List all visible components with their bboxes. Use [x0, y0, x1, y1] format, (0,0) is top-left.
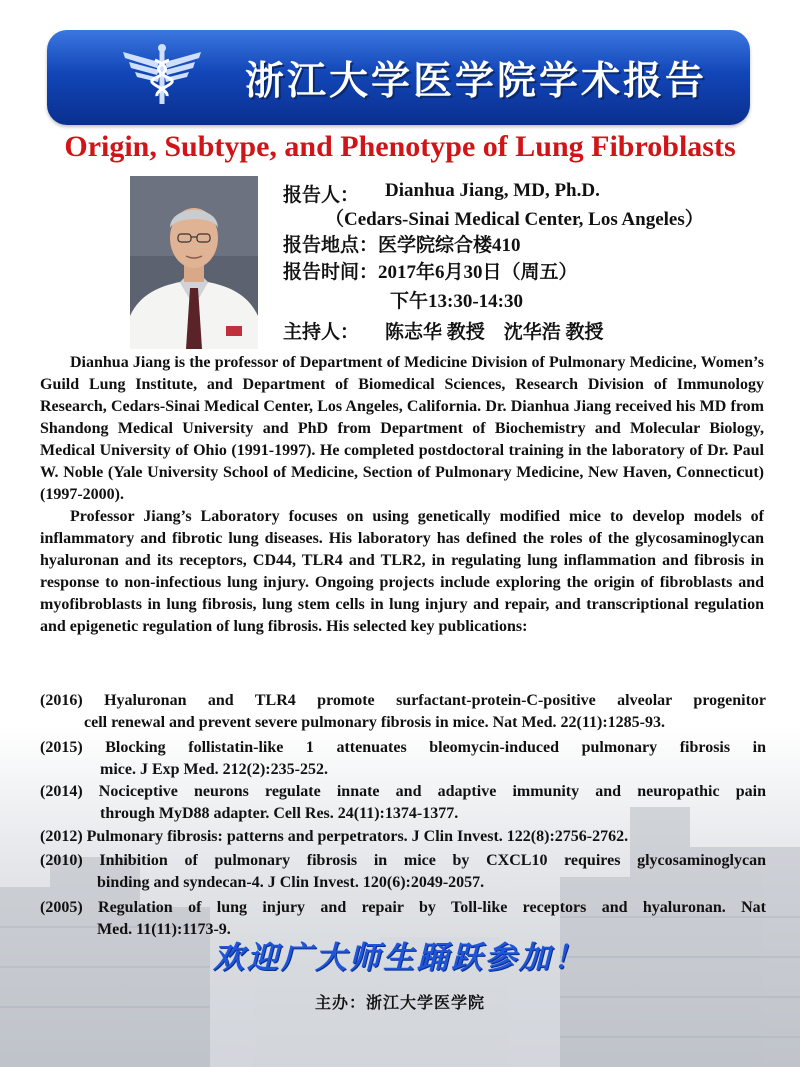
publication-item: [40, 826, 766, 848]
organizer: 主办：浙江大学医学院: [314, 993, 485, 1012]
medical-caduceus-logo-icon: [121, 42, 203, 108]
publication-line: (2012) Pulmonary fibrosis: patterns and perpetrators. J Clin Invest. 122(8):2756-2762.: [40, 828, 629, 845]
publication-line: Med. 11(11):1173-9.: [97, 921, 231, 938]
publication-item: [40, 690, 766, 734]
bio-paragraph-1: Dianhua Jiang is the professor of Department of Medicine Division of Pulmonary Medicine, Women’s Guild Lung Institute, and Department of Biomedical Sciences, Research Division of Immunology Research, Cedars-Sinai Medical Center, Los Angeles, California. Dr. Dianhua Jiang received his MD from Shandong Medical University and PhD from Department of Biochemistry and Molecular Biology, Medical University of Ohio (1991-1997). He completed postdoctoral training in the laboratory of Dr. Paul W. Noble (Yale University School of Medicine, Section of Pulmonary Medicine, New Haven, Connecticut)(1997-2000).: [40, 354, 764, 503]
publication-item: [40, 781, 766, 825]
venue-label: 报告地点：: [283, 235, 379, 256]
host-names: 陈志华 教授 沈华浩 教授: [385, 322, 604, 343]
speaker-label: 报告人：: [283, 185, 360, 206]
speaker-portrait: [130, 176, 258, 349]
publication-line: (2015) Blocking follistatin-like 1 attenuates bleomycin-induced pulmonary fibrosis in: [40, 739, 766, 756]
publication-line: (2014) Nociceptive neurons regulate innate and adaptive immunity and neuropathic pain: [40, 783, 766, 800]
publication-item: [40, 737, 766, 781]
publication-line: binding and syndecan-4. J Clin Invest. 120(6):2049-2057.: [97, 874, 485, 891]
publication-line: (2005) Regulation of lung injury and repair by Toll-like receptors and hyaluronan. Nat: [40, 899, 766, 916]
date-value: 2017年6月30日（周五）: [378, 262, 578, 283]
speaker-affiliation: （Cedars-Sinai Medical Center, Los Angeles）: [325, 209, 704, 230]
publication-line: (2016) Hyaluronan and TLR4 promote surfactant-protein-C-positive alveolar progenitor: [40, 692, 766, 709]
host-label: 主持人：: [283, 322, 360, 343]
speaker-biography: [40, 352, 764, 638]
time-label: 报告时间：: [283, 262, 379, 283]
welcome-slogan: 欢迎广大师生踊跃参加！: [213, 940, 587, 976]
publication-line: (2010) Inhibition of pulmonary fibrosis in mice by CXCL10 requires glycosaminoglycan: [40, 852, 766, 869]
header-banner: [47, 30, 750, 125]
venue-value: 医学院综合楼410: [378, 235, 521, 256]
publication-line: mice. J Exp Med. 212(2):235-252.: [100, 761, 328, 778]
time-value: 下午13:30-14:30: [390, 291, 523, 312]
publication-item: [40, 850, 766, 894]
publication-line: cell renewal and prevent severe pulmonary fibrosis in mice. Nat Med. 22(11):1285-93.: [84, 714, 665, 731]
talk-title: Origin, Subtype, and Phenotype of Lung Fibroblasts: [64, 130, 736, 163]
bio-paragraph-2: Professor Jiang’s Laboratory focuses on using genetically modified mice to develop models of inflammatory and fibrotic lung diseases. His laboratory has defined the roles of the glycosaminoglycan hyaluronan and its receptors, CD44, TLR4 and TLR2, in regulating lung inflammation and fibrosis in response to non-infectious lung injury. Ongoing projects include exploring the origin of fibroblasts and myofibroblasts in lung fibrosis, lung stem cells in lung injury and repair, and transcriptional regulation and epigenetic regulation of lung fibrosis. His selected key publications:: [40, 508, 764, 635]
speaker-name: Dianhua Jiang, MD, Ph.D.: [385, 180, 600, 201]
publication-line: through MyD88 adapter. Cell Res. 24(11):1374-1377.: [100, 805, 459, 822]
banner-title: 浙江大学医学院学术报告: [245, 59, 708, 104]
